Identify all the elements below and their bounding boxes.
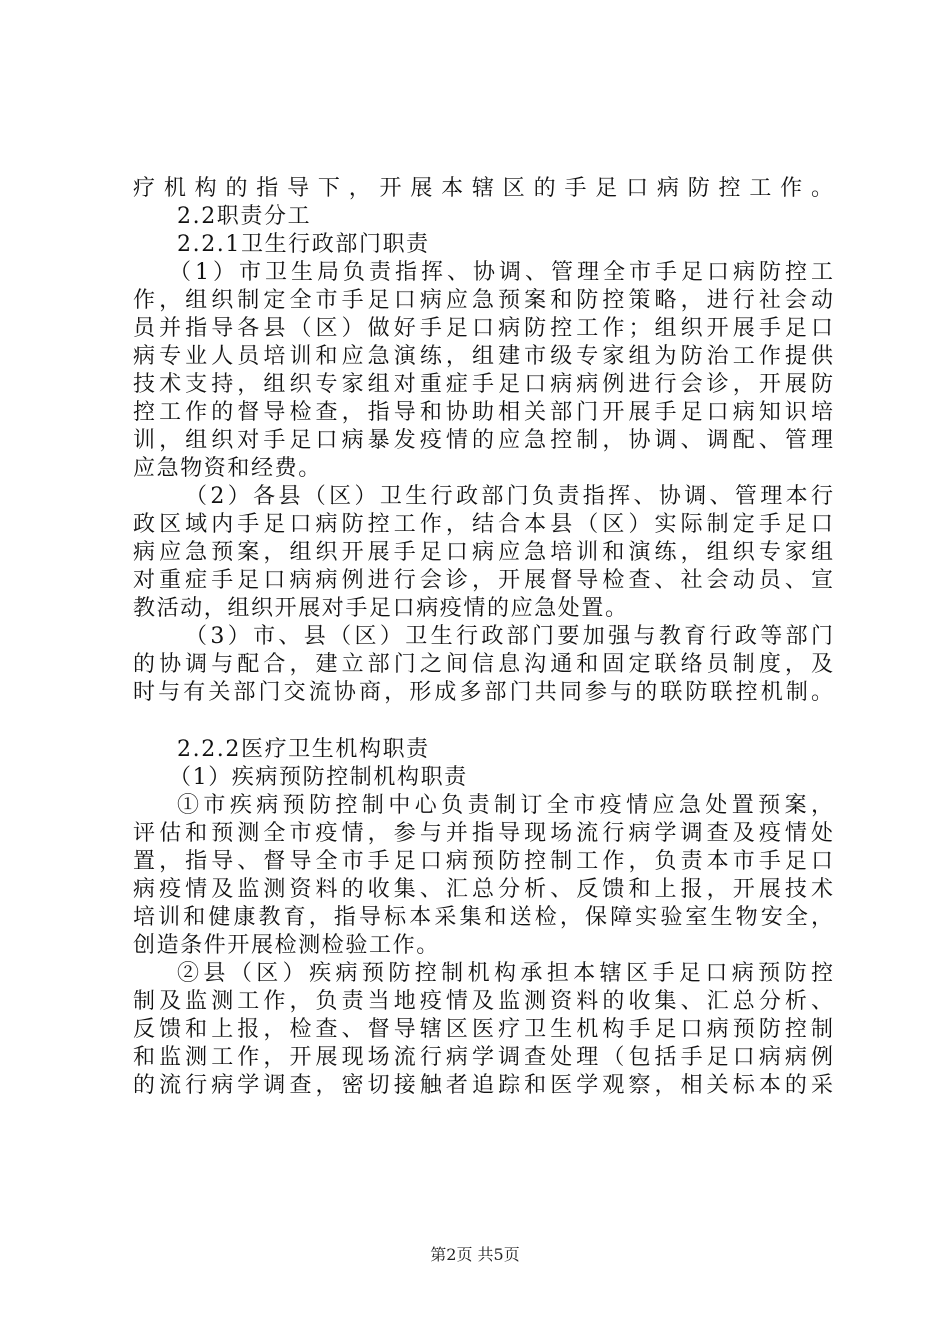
text-line: （1）市卫生局负责指挥、协调、管理全市手足口病防控工	[169, 260, 833, 285]
text-line: 的协调与配合，建立部门之间信息沟通和固定联络员制度，及	[133, 652, 833, 677]
text-line: 病专业人员培训和应急演练，组建市级专家组为防治工作提供	[133, 344, 833, 369]
text-line: 和监测工作，开展现场流行病学调查处理（包括手足口病病例	[133, 1045, 833, 1070]
text-line: 训，组织对手足口病暴发疫情的应急控制，协调、调配、管理	[133, 428, 833, 453]
text-line: 评估和预测全市疫情，参与并指导现场流行病学调查及疫情处	[133, 821, 833, 846]
text-line: 控工作的督导检查，指导和协助相关部门开展手足口病知识培	[133, 400, 833, 425]
subsection-heading: 2.2.2医疗卫生机构职责	[177, 737, 430, 762]
text-line: 作，组织制定全市手足口病应急预案和防控策略，进行社会动	[133, 288, 833, 313]
text-line: 应急物资和经费。	[133, 456, 322, 481]
text-line: 病疫情及监测资料的收集、汇总分析、反馈和上报，开展技术	[133, 877, 833, 902]
text-line: 教活动，组织开展对手足口病疫情的应急处置。	[133, 596, 629, 621]
subsection-heading: （1）疾病预防控制机构职责	[169, 765, 468, 790]
document-body	[133, 175, 833, 1100]
text-line: 技术支持，组织专家组对重症手足口病病例进行会诊，开展防	[133, 372, 833, 397]
text-line: 政区域内手足口病防控工作，结合本县（区）实际制定手足口	[133, 512, 833, 537]
text-line: 反馈和上报，检查、督导辖区医疗卫生机构手足口病预防控制	[133, 1017, 833, 1042]
text-line: ②县（区）疾病预防控制机构承担本辖区手足口病预防控	[177, 961, 833, 986]
section-heading: 2.2职责分工	[177, 204, 312, 229]
text-line: 的流行病学调查，密切接触者追踪和医学观察，相关标本的采	[133, 1073, 833, 1098]
text-line: 培训和健康教育，指导标本采集和送检，保障实验室生物安全，	[133, 905, 833, 930]
text-line: ①市疾病预防控制中心负责制订全市疫情应急处置预案，	[177, 793, 833, 818]
text-line: 置，指导、督导全市手足口病预防控制工作，负责本市手足口	[133, 849, 833, 874]
text-line: 疗机构的指导下，开展本辖区的手足口病防控工作。	[133, 176, 833, 201]
text-line: 制及监测工作，负责当地疫情及监测资料的收集、汇总分析、	[133, 989, 833, 1014]
text-line: 对重症手足口病病例进行会诊，开展督导检查、社会动员、宣	[133, 568, 833, 593]
page-number-footer: 第2页 共5页	[430, 1245, 520, 1264]
paragraph-gap	[133, 707, 833, 736]
text-line: 病应急预案，组织开展手足口病应急培训和演练，组织专家组	[133, 540, 833, 565]
text-line: 创造条件开展检测检验工作。	[133, 933, 440, 958]
text-line: （2）各县（区）卫生行政部门负责指挥、协调、管理本行	[185, 484, 833, 509]
text-line: （3）市、县（区）卫生行政部门要加强与教育行政等部门	[185, 624, 833, 649]
text-line: 员并指导各县（区）做好手足口病防控工作；组织开展手足口	[133, 316, 833, 341]
subsection-heading: 2.2.1卫生行政部门职责	[177, 232, 430, 257]
text-line: 时与有关部门交流协商，形成多部门共同参与的联防联控机制。	[133, 680, 833, 705]
